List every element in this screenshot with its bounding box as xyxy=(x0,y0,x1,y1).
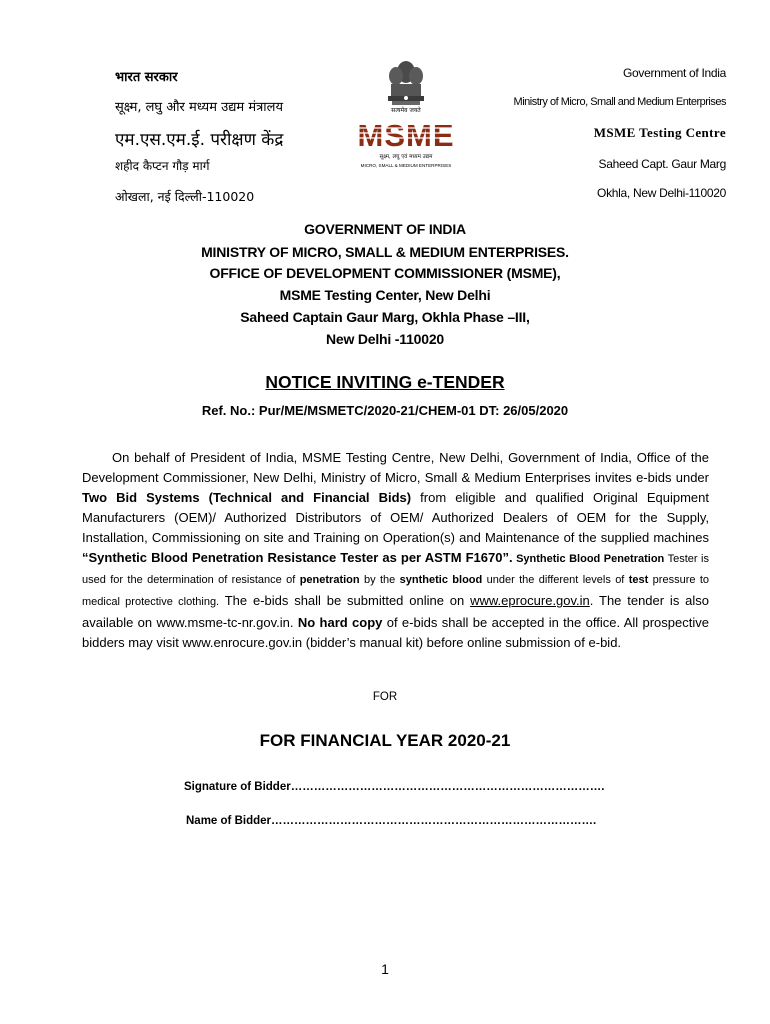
body-text: under the different levels of xyxy=(482,574,629,587)
body-text: of e-bids shall be accepted in the office. All prospective bidders may visit www.enrocure.gov.in (bidder’s manual kit) before online submission of e-bid. xyxy=(82,615,709,651)
body-paragraph xyxy=(82,448,709,653)
english-header-line-4: Saheed Capt. Gaur Marg xyxy=(598,157,726,171)
signature-of-bidder-line: Signature of Bidder………………………………………………………………………. xyxy=(184,781,605,793)
body-text: . The tender is also available on www.msme-tc-nr.gov.in. xyxy=(82,593,709,631)
notice-title: NOTICE INVITING e-TENDER xyxy=(265,372,505,392)
body-text: On behalf of President of India, MSME Testing Centre, New Delhi, Government of India, Office of the Development Commissioner, New Delhi, Ministry of Micro, Small & Medium Enterprises invites e-bids under xyxy=(82,450,709,485)
address-line-3: OFFICE OF DEVELOPMENT COMMISSIONER (MSME), xyxy=(209,265,561,281)
for-label: FOR xyxy=(372,691,398,703)
msme-logo xyxy=(358,54,454,178)
emblem-motto: सत्यमेव जयते xyxy=(391,107,421,114)
address-line-1: GOVERNMENT OF INDIA xyxy=(304,221,466,237)
body-emphasis-term: test xyxy=(628,574,649,587)
hindi-header-line-2: सूक्ष्म, लघु और मध्यम उद्यम मंत्रालय xyxy=(115,100,283,115)
hindi-header-line-1: भारत सरकार xyxy=(115,70,178,85)
address-line-6: New Delhi -110020 xyxy=(326,331,444,347)
body-emphasis-term: penetration xyxy=(299,574,360,587)
body-text: Tester is used for the determination of resistance of xyxy=(82,552,709,587)
body-text: by the xyxy=(359,574,400,587)
body-text: from eligible and qualified Original Equipment Manufacturers (OEM)/ Authorized Distributors of OEM/ Authorized Dealers of OEM for the Supply, Installation, Commissioning on site and Training on Operation(s) and Maintenance of the supplied machines xyxy=(82,489,709,545)
english-header-line-3: MSME Testing Centre xyxy=(593,125,726,140)
financial-year-heading: FOR FINANCIAL YEAR 2020-21 xyxy=(259,731,511,750)
english-header-line-2: Ministry of Micro, Small and Medium Enterprises xyxy=(513,96,726,108)
reference-number: Ref. No.: Pur/ME/MSMETC/2020-21/CHEM-01 DT: 26/05/2020 xyxy=(201,403,569,418)
body-emphasis-machine: “Synthetic Blood Penetration Resistance Tester as per ASTM F1670”. xyxy=(82,549,513,565)
address-line-4: MSME Testing Center, New Delhi xyxy=(279,287,491,303)
english-header-line-1: Government of India xyxy=(622,66,726,80)
logo-hindi-tagline: सूक्ष्म, लघु एवं मध्यम उद्यम xyxy=(379,154,433,160)
english-header-line-5: Okhla, New Delhi-110020 xyxy=(597,186,726,200)
address-line-2: MINISTRY OF MICRO, SMALL & MEDIUM ENTERPRISES. xyxy=(201,244,569,260)
national-emblem-icon xyxy=(388,61,424,105)
hindi-header-line-3: एम.एस.एम.ई. परीक्षण केंद्र xyxy=(115,130,284,150)
name-of-bidder-line: Name of Bidder…………………………………………………………………………. xyxy=(186,815,597,827)
body-text: pressure to medical protective clothing. xyxy=(82,574,710,609)
address-line-5: Saheed Captain Gaur Marg, Okhla Phase –III, xyxy=(240,309,530,325)
body-emphasis-no-hard-copy: No hard copy xyxy=(297,615,383,631)
page-number: 1 xyxy=(381,961,389,977)
body-emphasis-term: synthetic blood xyxy=(399,574,483,587)
body-text: The e-bids shall be submitted online on xyxy=(219,593,471,609)
eprocure-link[interactable]: www.eprocure.gov.in xyxy=(470,593,590,609)
body-emphasis-bid-system: Two Bid Systems (Technical and Financial Bids) xyxy=(82,489,412,505)
hindi-header-line-5: ओखला, नई दिल्ली-110020 xyxy=(115,189,255,204)
hindi-header-line-4: शहीद कैप्टन गौड़ मार्ग xyxy=(115,159,210,173)
msme-wordmark: MSME xyxy=(358,118,454,153)
body-emphasis-term: Synthetic Blood Penetration xyxy=(516,552,665,565)
logo-english-tagline: MICRO, SMALL & MEDIUM ENTERPRISES xyxy=(360,163,452,168)
